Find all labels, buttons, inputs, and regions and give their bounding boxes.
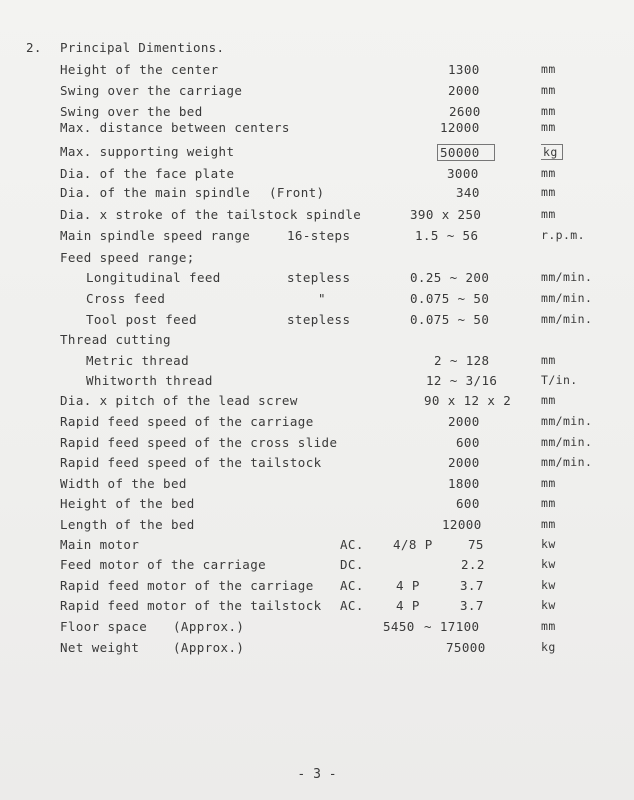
- spec-unit: mm: [541, 166, 556, 180]
- spec-unit: mm: [541, 393, 556, 407]
- spec-row: [0, 557, 634, 577]
- spec-row: [0, 144, 634, 164]
- spec-row: [0, 332, 634, 352]
- spec-value: 390 x 250: [410, 207, 482, 222]
- spec-unit: mm: [541, 83, 556, 97]
- spec-row: [0, 312, 634, 332]
- spec-value: 1.5 ~ 56: [415, 228, 479, 243]
- spec-extra: AC.: [340, 598, 364, 613]
- spec-row: [0, 166, 634, 186]
- spec-label: Swing over the bed: [60, 104, 203, 119]
- spec-unit: kg: [541, 144, 563, 160]
- spec-row: [0, 83, 634, 103]
- spec-extra2: 4/8 P: [393, 537, 433, 552]
- spec-row: [0, 207, 634, 227]
- spec-label: Feed motor of the carriage: [60, 557, 267, 572]
- spec-value: 2.2: [461, 557, 485, 572]
- spec-label: Whitworth thread: [86, 373, 213, 388]
- spec-value: 3.7: [460, 598, 484, 613]
- spec-extra2: 4 P: [396, 598, 420, 613]
- spec-label: Dia. x pitch of the lead screw: [60, 393, 298, 408]
- spec-label: Dia. x stroke of the tailstock spindle: [60, 207, 362, 222]
- spec-value: 12000: [440, 120, 480, 135]
- spec-value: 600: [456, 496, 480, 511]
- spec-unit: r.p.m.: [541, 228, 585, 242]
- spec-unit: mm: [541, 517, 556, 531]
- spec-value: 1300: [448, 62, 480, 77]
- spec-label: Rapid feed speed of the cross slide: [60, 435, 338, 450]
- spec-label: Rapid feed speed of the carriage: [60, 414, 314, 429]
- spec-extra: (Approx.): [173, 640, 245, 655]
- spec-row: [0, 435, 634, 455]
- spec-label: Main spindle speed range: [60, 228, 251, 243]
- spec-label: Rapid feed motor of the tailstock: [60, 598, 322, 613]
- spec-value: 90 x 12 x 2: [424, 393, 512, 408]
- spec-label: Max. supporting weight: [60, 144, 235, 159]
- spec-unit: mm: [541, 476, 556, 490]
- spec-value: 12 ~ 3/16: [426, 373, 498, 388]
- spec-label: Tool post feed: [86, 312, 197, 327]
- spec-label: Metric thread: [86, 353, 190, 368]
- spec-row: [0, 517, 634, 537]
- spec-label: Longitudinal feed: [86, 270, 221, 285]
- section-number: 2.: [26, 40, 42, 55]
- spec-unit: mm: [541, 353, 556, 367]
- spec-extra: stepless: [287, 270, 351, 285]
- spec-unit: mm: [541, 185, 556, 199]
- spec-value: 1800: [448, 476, 480, 491]
- spec-extra: (Approx.): [173, 619, 245, 634]
- spec-unit: kw: [541, 557, 556, 571]
- spec-unit: mm/min.: [541, 312, 593, 326]
- spec-extra: ": [318, 291, 326, 306]
- spec-row: [0, 476, 634, 496]
- spec-unit: mm/min.: [541, 270, 593, 284]
- spec-row: [0, 455, 634, 475]
- spec-label: Dia. of the face plate: [60, 166, 235, 181]
- spec-unit: kg: [541, 640, 556, 654]
- spec-extra: AC.: [340, 578, 364, 593]
- spec-label: Rapid feed motor of the carriage: [60, 578, 314, 593]
- spec-unit: kw: [541, 537, 556, 551]
- spec-unit: mm: [541, 207, 556, 221]
- spec-value: 12000: [442, 517, 482, 532]
- spec-unit: mm: [541, 62, 556, 76]
- spec-row: [0, 291, 634, 311]
- spec-row: [0, 120, 634, 140]
- spec-value: 2000: [448, 83, 480, 98]
- spec-row: [0, 185, 634, 205]
- spec-row: [0, 62, 634, 82]
- section-heading: [26, 40, 224, 55]
- spec-extra: 16-steps: [287, 228, 351, 243]
- page-number: - 3 -: [297, 767, 337, 782]
- spec-label: Height of the bed: [60, 496, 195, 511]
- spec-value: 2000: [448, 455, 480, 470]
- spec-label: Thread cutting: [60, 332, 171, 347]
- spec-row: [0, 373, 634, 393]
- spec-unit: mm: [541, 496, 556, 510]
- spec-unit: kw: [541, 598, 556, 612]
- spec-value: 2600: [449, 104, 481, 119]
- spec-value: 75: [468, 537, 484, 552]
- spec-row: [0, 228, 634, 248]
- spec-label: Length of the bed: [60, 517, 195, 532]
- spec-unit: mm: [541, 120, 556, 134]
- spec-value: 75000: [446, 640, 486, 655]
- spec-value: 0.075 ~ 50: [410, 291, 490, 306]
- section-title: Principal Dimentions.: [60, 40, 225, 55]
- spec-label: Cross feed: [86, 291, 166, 306]
- spec-row: [0, 250, 634, 270]
- spec-value: ~ 17100: [424, 619, 480, 634]
- spec-unit: mm/min.: [541, 435, 593, 449]
- spec-unit: T/in.: [541, 373, 578, 387]
- spec-row: [0, 270, 634, 290]
- spec-label: Dia. of the main spindle: [60, 185, 251, 200]
- spec-label: Max. distance between centers: [60, 120, 290, 135]
- spec-label: Swing over the carriage: [60, 83, 243, 98]
- spec-unit: mm: [541, 619, 556, 633]
- spec-value: 600: [456, 435, 480, 450]
- spec-label: Feed speed range;: [60, 250, 195, 265]
- spec-extra: stepless: [287, 312, 351, 327]
- spec-label: Net weight: [60, 640, 140, 655]
- spec-value: 3.7: [460, 578, 484, 593]
- spec-unit: mm/min.: [541, 455, 593, 469]
- spec-row: [0, 598, 634, 618]
- spec-unit: mm/min.: [541, 291, 593, 305]
- spec-label: Width of the bed: [60, 476, 187, 491]
- spec-label: Height of the center: [60, 62, 219, 77]
- spec-extra2: 4 P: [396, 578, 420, 593]
- spec-extra: AC.: [340, 537, 364, 552]
- spec-value: 2000: [448, 414, 480, 429]
- spec-value: 2 ~ 128: [434, 353, 490, 368]
- spec-label: Main motor: [60, 537, 140, 552]
- spec-row: [0, 414, 634, 434]
- spec-row: [0, 353, 634, 373]
- spec-extra: (Front): [269, 185, 325, 200]
- spec-row: [0, 393, 634, 413]
- spec-row: [0, 578, 634, 598]
- spec-unit: kw: [541, 578, 556, 592]
- spec-label: Rapid feed speed of the tailstock: [60, 455, 322, 470]
- spec-value: 0.075 ~ 50: [410, 312, 490, 327]
- spec-unit: mm/min.: [541, 414, 593, 428]
- spec-extra: DC.: [340, 557, 364, 572]
- spec-extra2: 5450: [383, 619, 415, 634]
- spec-value: 0.25 ~ 200: [410, 270, 490, 285]
- spec-value: 340: [456, 185, 480, 200]
- spec-row: [0, 619, 634, 639]
- spec-label: Floor space: [60, 619, 148, 634]
- spec-value: 50000: [437, 144, 495, 161]
- spec-unit: mm: [541, 104, 556, 118]
- spec-value: 3000: [447, 166, 479, 181]
- spec-row: [0, 496, 634, 516]
- spec-row: [0, 640, 634, 660]
- spec-row: [0, 537, 634, 557]
